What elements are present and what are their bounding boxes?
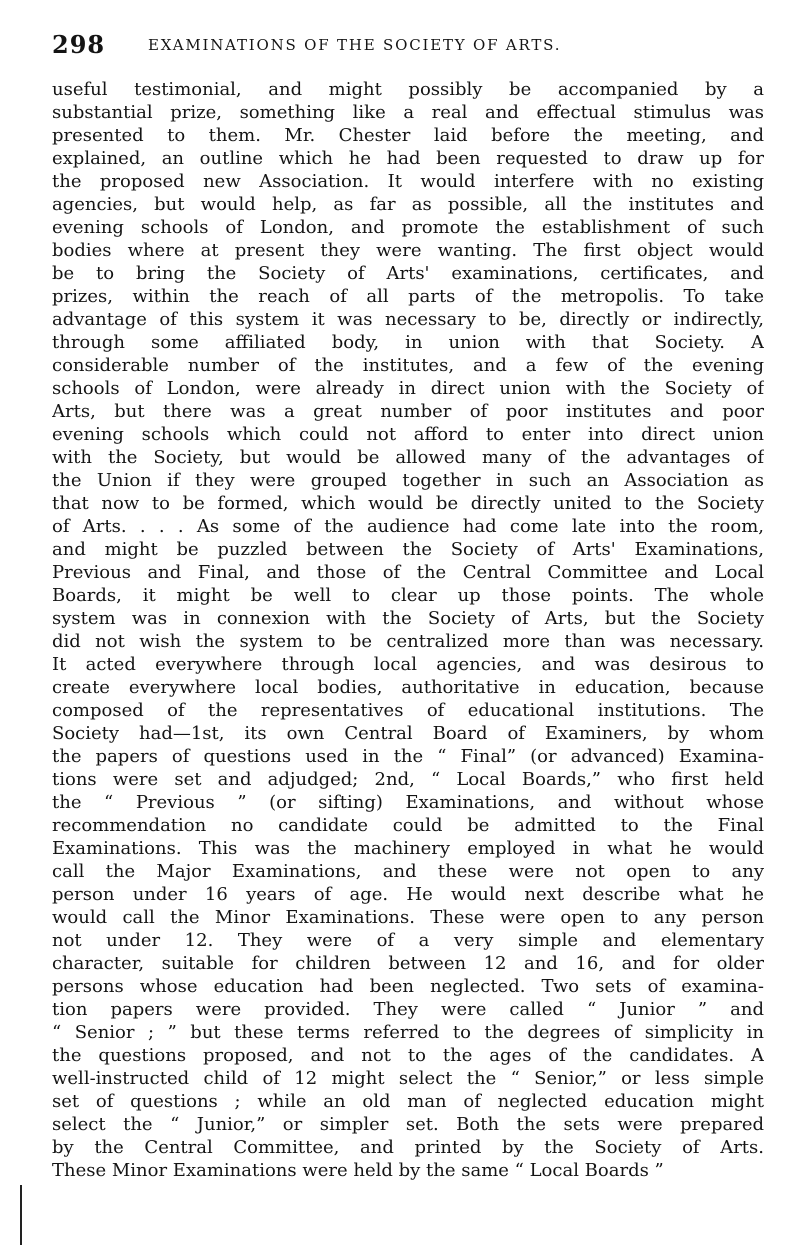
text-line: persons whose education had been neglected. Two sets of examina- [52,976,764,997]
text-line: the Union if they were grouped together in such an Association as [52,470,764,491]
text-line: These Minor Examinations were held by the same “ Local Boards ” [52,1160,664,1181]
text-line: the proposed new Association. It would interfere with no existing [52,171,764,192]
text-line: It acted everywhere through local agencies, and was desirous to [52,654,764,675]
text-line: would call the Minor Examinations. These were open to any person [52,907,764,928]
text-line: that now to be formed, which would be directly united to the Society [52,493,764,514]
text-line: call the Major Examinations, and these were not open to any [52,861,764,882]
text-line: considerable number of the institutes, and a few of the evening [52,355,764,376]
text-line: evening schools of London, and promote the establishment of such [52,217,764,238]
text-line: advantage of this system it was necessary to be, directly or indirectly, [52,309,764,330]
text-line: Arts, but there was a great number of poor institutes and poor [52,401,764,422]
text-line: be to bring the Society of Arts' examinations, certificates, and [52,263,764,284]
text-line: create everywhere local bodies, authoritative in education, because [52,677,764,698]
text-line: recommendation no candidate could be admitted to the Final [52,815,764,836]
text-line: presented to them. Mr. Chester laid before the meeting, and [52,125,764,146]
text-line: not under 12. They were of a very simple and elementary [52,930,764,951]
text-line: tions were set and adjudged; 2nd, “ Local Boards,” who first held [52,769,764,790]
text-line: the papers of questions used in the “ Final” (or advanced) Examina- [52,746,764,767]
text-line: prizes, within the reach of all parts of the metropolis. To take [52,286,764,307]
margin-rule [20,1185,22,1245]
text-line: with the Society, but would be allowed many of the advantages of [52,447,764,468]
running-head: EXAMINATIONS OF THE SOCIETY OF ARTS. [148,36,562,54]
text-line: person under 16 years of age. He would next describe what he [52,884,764,905]
page-number: 298 [52,30,106,59]
body-text [52,78,764,1182]
text-line: “ Senior ; ” but these terms referred to the degrees of simplicity in [52,1022,764,1043]
text-line: character, suitable for children between 12 and 16, and for older [52,953,764,974]
text-line: Boards, it might be well to clear up those points. The whole [52,585,764,606]
text-line: schools of London, were already in direct union with the Society of [52,378,764,399]
text-line: set of questions ; while an old man of neglected education might [52,1091,764,1112]
text-line: of Arts. . . . As some of the audience had come late into the room, [52,516,764,537]
text-line: system was in connexion with the Society of Arts, but the Society [52,608,764,629]
page-header [52,30,764,60]
text-line: tion papers were provided. They were called “ Junior ” and [52,999,764,1020]
text-line: agencies, but would help, as far as possible, all the institutes and [52,194,764,215]
text-line: well-instructed child of 12 might select the “ Senior,” or less simple [52,1068,764,1089]
text-line: bodies where at present they were wanting. The first object would [52,240,764,261]
text-line: composed of the representatives of educational institutions. The [52,700,764,721]
text-line: Society had—1st, its own Central Board of Examiners, by whom [52,723,764,744]
text-line: useful testimonial, and might possibly be accompanied by a [52,79,764,100]
text-line: explained, an outline which he had been requested to draw up for [52,148,764,169]
text-line: by the Central Committee, and printed by the Society of Arts. [52,1137,764,1158]
text-line: the “ Previous ” (or sifting) Examinations, and without whose [52,792,764,813]
text-line: and might be puzzled between the Society of Arts' Examinations, [52,539,764,560]
text-line: substantial prize, something like a real and effectual stimulus was [52,102,764,123]
text-line: select the “ Junior,” or simpler set. Both the sets were prepared [52,1114,764,1135]
text-line: Examinations. This was the machinery employed in what he would [52,838,764,859]
text-line: Previous and Final, and those of the Central Committee and Local [52,562,764,583]
text-line: did not wish the system to be centralized more than was necessary. [52,631,764,652]
text-line: the questions proposed, and not to the ages of the candidates. A [52,1045,764,1066]
text-line: through some affiliated body, in union with that Society. A [52,332,764,353]
text-line: evening schools which could not afford to enter into direct union [52,424,764,445]
